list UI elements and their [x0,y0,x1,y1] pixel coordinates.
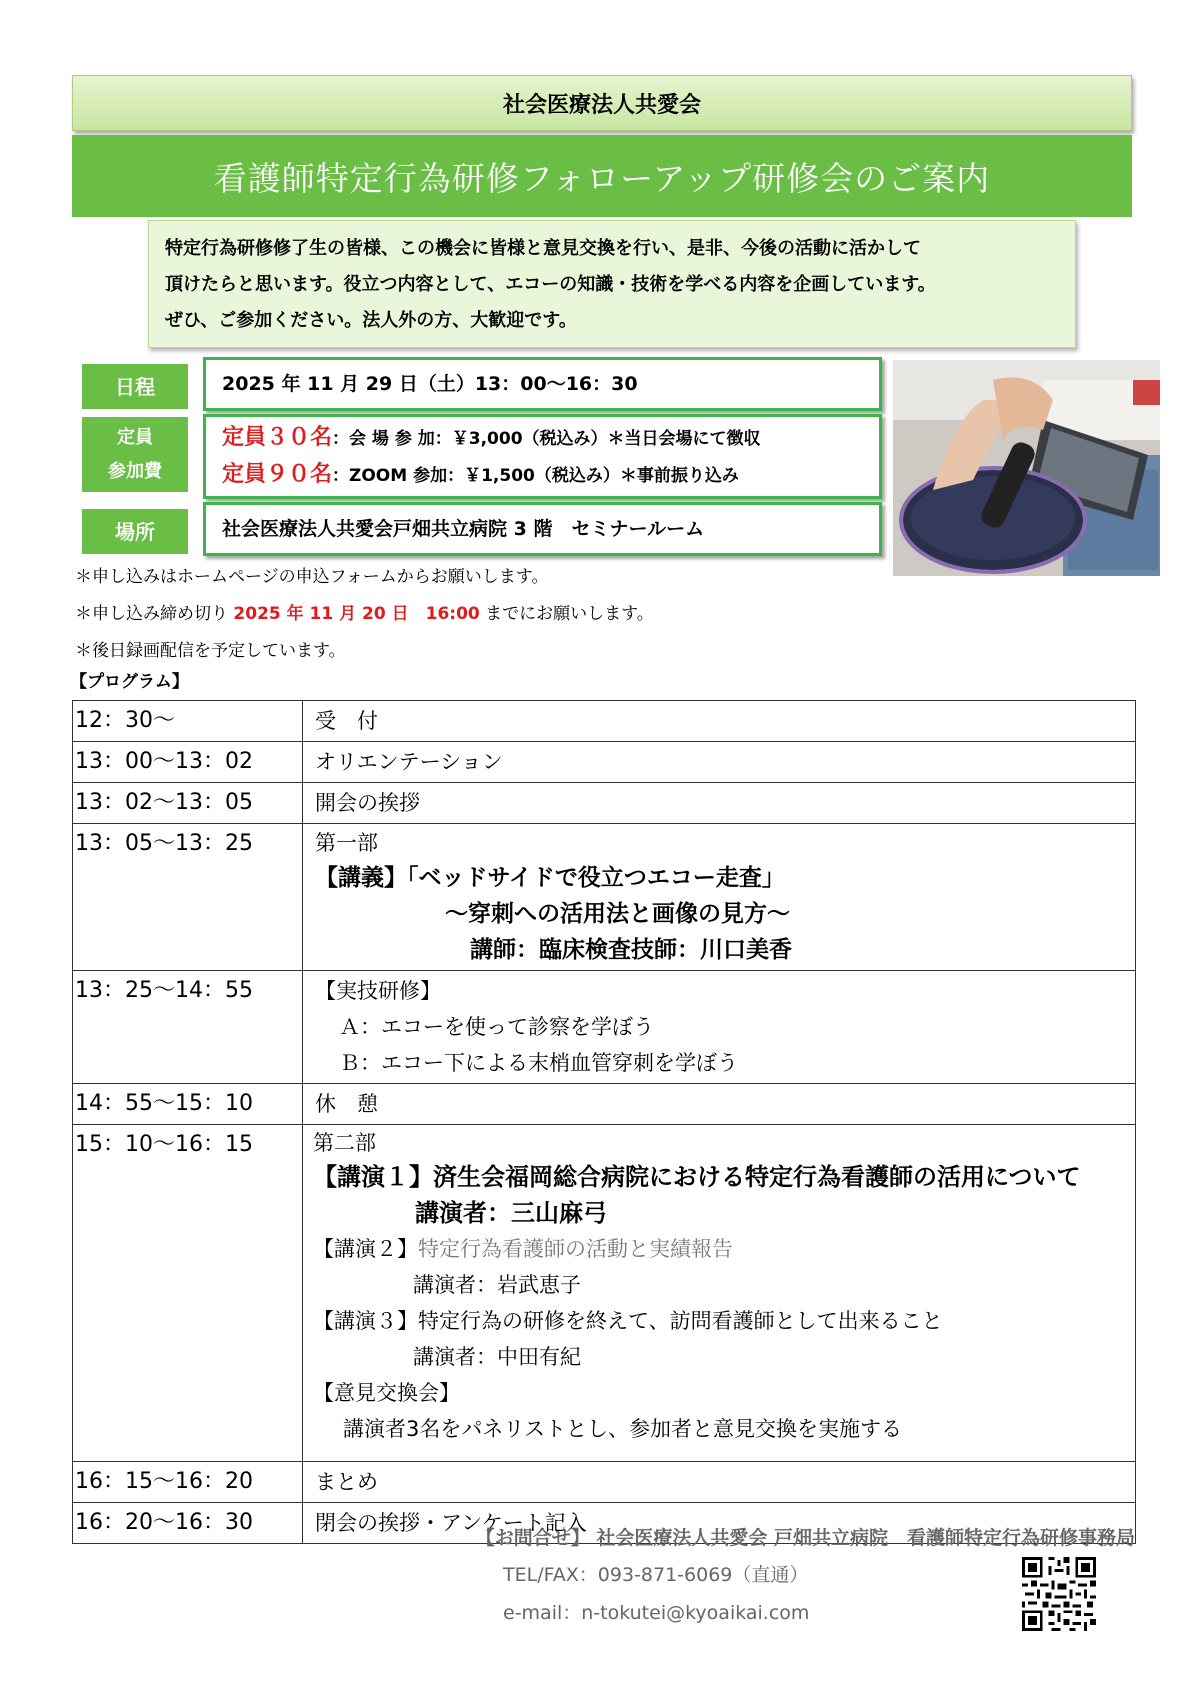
content-text: 受 付 [315,709,378,733]
speaker: 講演者：三山麻弓 [415,1199,607,1227]
contact-heading: 【お問合せ】 社会医療法人共愛会 戸畑共立病院 看護師特定行為研修事務局 [475,1527,1135,1549]
contact-tel: TEL/FAX：093-871-6069（直通） [503,1564,809,1586]
content-cell [303,783,1136,824]
venue-fee-line [222,420,863,457]
table-row [73,971,1136,1084]
org-banner [72,75,1132,131]
program-table [72,700,1136,1544]
time-cell: 13：05～13：25 [73,824,303,971]
content-text: 休 憩 [315,1092,378,1116]
zoom-fee-line [222,457,863,494]
note-item-deadline [75,596,654,633]
content-cell [303,824,1136,971]
part-heading: 第一部 [315,831,378,855]
fee-box [203,414,882,499]
speaker: 講演者：中田有紀 [413,1345,581,1369]
content-cell [303,742,1136,783]
page-title: 看護師特定行為研修フォローアップ研修会のご案内 [213,158,991,198]
practical-heading: 【実技研修】 [315,979,441,1003]
notes [75,559,654,670]
content-cell [303,701,1136,742]
time-cell: 13：02～13：05 [73,783,303,824]
content-text: 閉会の挨拶・アンケート記入 [315,1511,587,1535]
lecture-subtitle: ～穿刺への活用法と画像の見方～ [445,901,790,927]
intro-line: ぜひ、ご参加ください。法人外の方、大歓迎です。 [165,310,577,331]
place-label [82,509,188,554]
talk-line [313,1231,1131,1267]
table-row [73,824,1136,971]
zoom-capacity: 定員９０名 [222,461,333,487]
time-cell: 15：10～16：15 [73,1125,303,1462]
speaker: 講演者：岩武恵子 [413,1273,581,1297]
table-row [73,783,1136,824]
talk-title: 【講演１】済生会福岡総合病院における特定行為看護師の活用について [313,1163,1081,1191]
venue-capacity: 定員３０名 [222,424,333,450]
date-box [203,357,882,411]
fee-label [82,417,188,492]
content-text: 開会の挨拶 [315,791,420,815]
intro-line: 特定行為研修修了生の皆様、この機会に皆様と意見交換を行い、是非、今後の活動に活かして [165,238,921,259]
deadline-date: 2025 年 11 月 20 日 16:00 [233,604,480,624]
note-item: ＊後日録画配信を予定しています。 [75,641,346,661]
date-label [82,364,188,409]
content-cell [303,1462,1136,1503]
time-cell: 16：15～16：20 [73,1462,303,1503]
intro-box [148,220,1076,348]
content-text: まとめ [315,1470,378,1494]
table-row [73,1125,1136,1462]
contact-block [360,1520,1135,1632]
photo-illustration [893,360,1160,576]
place-box [203,502,882,556]
talk-tag: 【講演２】 [313,1237,418,1261]
content-cell [303,971,1136,1084]
place-value: 社会医療法人共愛会戸畑共立病院 3 階 セミナールーム [222,518,705,540]
note-item: ＊申し込みはホームページの申込フォームからお願いします。 [75,567,549,587]
table-row [73,701,1136,742]
date-value: 2025 年 11 月 29 日（土）13：00～16：30 [222,373,638,395]
table-row [73,1084,1136,1125]
qr-code-icon[interactable] [1022,1557,1096,1631]
place-label-text: 場所 [115,519,155,544]
time-cell: 13：00～13：02 [73,742,303,783]
zoom-fee: ：ZOOM 参加：￥1,500（税込み）＊事前振り込み [332,465,739,486]
lecture-title: 【講義】「ベッドサイドで役立つエコー走査」 [315,865,785,891]
contact-email[interactable]: e-mail：n-tokutei@kyoaikai.com [503,1602,810,1624]
talk-title: 【講演３】特定行為の研修を終えて、訪問看護師として出来ること [313,1309,943,1333]
part-heading: 第二部 [313,1131,376,1155]
time-cell: 14：55～15：10 [73,1084,303,1125]
content-cell [303,1084,1136,1125]
content-cell [303,1125,1136,1462]
intro-line: 頂けたらと思います。役立つ内容として、エコーの知識・技術を学べる内容を企画しています。 [165,274,936,295]
time-cell: 12：30～ [73,701,303,742]
lecturer: 講師：臨床検査技師：川口美香 [470,937,792,963]
fee-label-text: 参加費 [108,460,162,482]
practical-item: Ａ：エコーを使って診察を学ぼう [339,1015,654,1039]
table-row [73,742,1136,783]
date-label-text: 日程 [115,374,155,399]
table-row [73,1462,1136,1503]
title-banner [72,135,1132,217]
note-deadline-suffix: までにお願いします。 [479,604,654,624]
exchange-text: 講演者3名をパネリストとし、参加者と意見交換を実施する [343,1417,902,1441]
note-deadline-prefix: ＊申し込み締め切り [75,604,234,624]
time-cell: 16：20～16：30 [73,1503,303,1544]
content-text: オリエンテーション [315,750,503,774]
time-cell: 13：25～14：55 [73,971,303,1084]
practical-item: Ｂ：エコー下による末梢血管穿刺を学ぼう [339,1051,738,1075]
org-name: 社会医療法人共愛会 [502,92,701,118]
talk-title: 特定行為看護師の活動と実績報告 [418,1237,733,1261]
venue-fee: ：会 場 参 加：￥3,000（税込み）＊当日会場にて徴収 [332,428,761,449]
capacity-label-text: 定員 [117,426,153,448]
exchange-heading: 【意見交換会】 [313,1381,460,1405]
program-heading: 【プログラム】 [70,672,189,692]
ultrasound-training-photo [893,360,1160,576]
